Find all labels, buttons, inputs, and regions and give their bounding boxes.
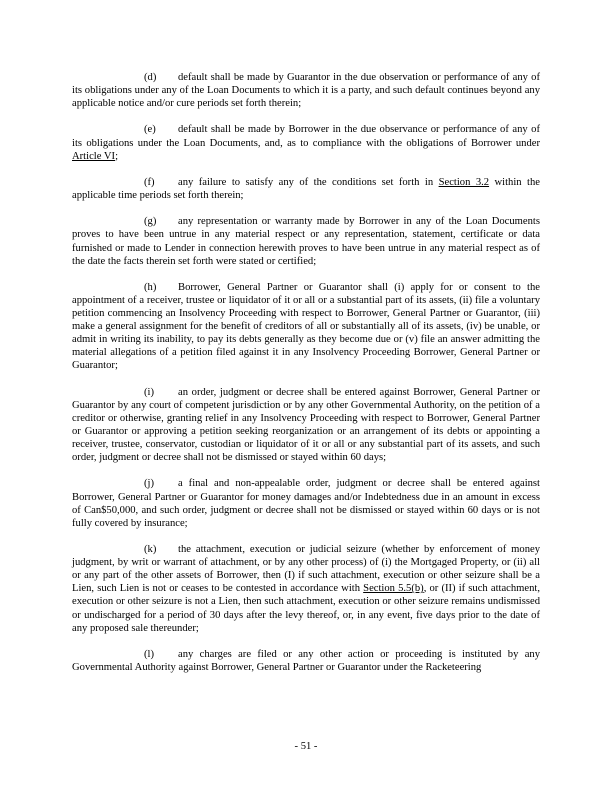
cross-reference-section-3-2: Section 3.2 bbox=[438, 176, 490, 188]
paragraph-marker: (j) bbox=[144, 478, 154, 490]
paragraph-text-end: ; bbox=[115, 150, 119, 162]
document-body bbox=[72, 71, 540, 687]
paragraph-e bbox=[72, 123, 540, 162]
cross-reference-article-vi: Article VI bbox=[72, 150, 116, 162]
cross-reference-section-5-5-b: Section 5.5(b) bbox=[363, 583, 424, 595]
paragraph-text: default shall be made by Guarantor in the due observation or performance of any of its obligations under any of the Loan Documents to which it is a party, and such default continues beyond any applicable notice and/or cure periods set forth therein; bbox=[72, 72, 540, 110]
paragraph-text: any representation or warranty made by Borrower in any of the Loan Documents proves to have been untrue in any material respect or any representation, statement, certificate or data furnished or made to Lender in connection herewith proves to have been untrue in any material respect as of the date the facts therein set forth were stated or certified; bbox=[72, 216, 540, 267]
paragraph-text: Borrower, General Partner or Guarantor shall (i) apply for or consent to the appointment of a receiver, trustee or liquidator of it or all or a substantial part of its assets, (ii) file a voluntary petition commencing an Insolvency Proceeding with respect to Borrower, General Partner or Guarantor, (iii) make a general assignment for the benefit of creditors of all or substantially all of its assets, (iv) be unable, or admit in writing its inability, to pay its debts generally as they become due or (v) file an answer admitting the material allegations of a petition filed against it in any Insolvency Proceeding Borrower, General Partner or Guarantor; bbox=[72, 281, 540, 372]
paragraph-marker: (k) bbox=[144, 544, 157, 556]
paragraph-text: any charges are filed or any other action or proceeding is instituted by any Governmental Authority against Borrower, General Partner or Guarantor under the Racketeering bbox=[72, 648, 540, 673]
paragraph-text: default shall be made by Borrower in the due observance or performance of any of its obligations under the Loan Documents, and, as to compliance with the obligations of Borrower under bbox=[72, 124, 540, 149]
paragraph-text: any failure to satisfy any of the conditions set forth in bbox=[178, 176, 439, 188]
paragraph-marker: (e) bbox=[144, 124, 156, 136]
paragraph-marker: (h) bbox=[144, 281, 157, 293]
paragraph-text-end: , or (II) if such attachment, execution or other seizure is not a Lien, then such attachment, execution or other seizure remains undismissed or undischarged for a period of 30 days after the levy thereof, or, in any event, five days prior to the date of any proposed sale thereunder; bbox=[72, 583, 540, 634]
paragraph-text: an order, judgment or decree shall be entered against Borrower, General Partner or Guarantor by any court of competent jurisdiction or by any other Governmental Authority, on the petition of a creditor or otherwise, granting relief in any Insolvency Proceeding with respect to Borrower, General Partner or Guarantor or approving a petition seeking reorganization or an arrangement of its debts or appointing a receiver, trustee, conservator, custodian or liquidator of it or all or any substantial part of its assets, and such order, judgment or decree shall not be dismissed or stayed within 60 days; bbox=[72, 386, 540, 464]
paragraph-d bbox=[72, 71, 540, 110]
paragraph-i bbox=[72, 386, 540, 465]
paragraph-text: the attachment, execution or judicial seizure (whether by enforcement of money judgment, by writ or warrant of attachment, or by any other process) of (i) the Mortgaged Property, or (ii) all or any part of the other assets of Borrower, then (I) if such attachment, execution or other seizure shall be a Lien, such Lien is not or ceases to be contested in accordance with bbox=[72, 544, 540, 595]
paragraph-marker: (f) bbox=[144, 176, 155, 188]
paragraph-text-end: within the applicable time periods set forth therein; bbox=[72, 176, 540, 202]
paragraph-j bbox=[72, 477, 540, 529]
paragraph-marker: (l) bbox=[144, 648, 154, 660]
paragraph-text: a final and non-appealable order, judgment or decree shall be entered against Borrower, General Partner or Guarantor for money damages and/or Indebtedness due in an amount in excess of Can$50,000, and such order, judgment or decree shall not be dismissed or stayed within 60 days or is not fully covered by insurance; bbox=[72, 478, 540, 529]
paragraph-h bbox=[72, 281, 540, 373]
paragraph-f bbox=[72, 176, 540, 202]
paragraph-k bbox=[72, 543, 540, 635]
paragraph-l bbox=[72, 648, 540, 674]
page-number: - 51 - bbox=[294, 741, 318, 752]
paragraph-marker: (g) bbox=[144, 216, 157, 228]
paragraph-marker: (i) bbox=[144, 386, 154, 398]
paragraph-g bbox=[72, 215, 540, 267]
paragraph-marker: (d) bbox=[144, 72, 157, 83]
